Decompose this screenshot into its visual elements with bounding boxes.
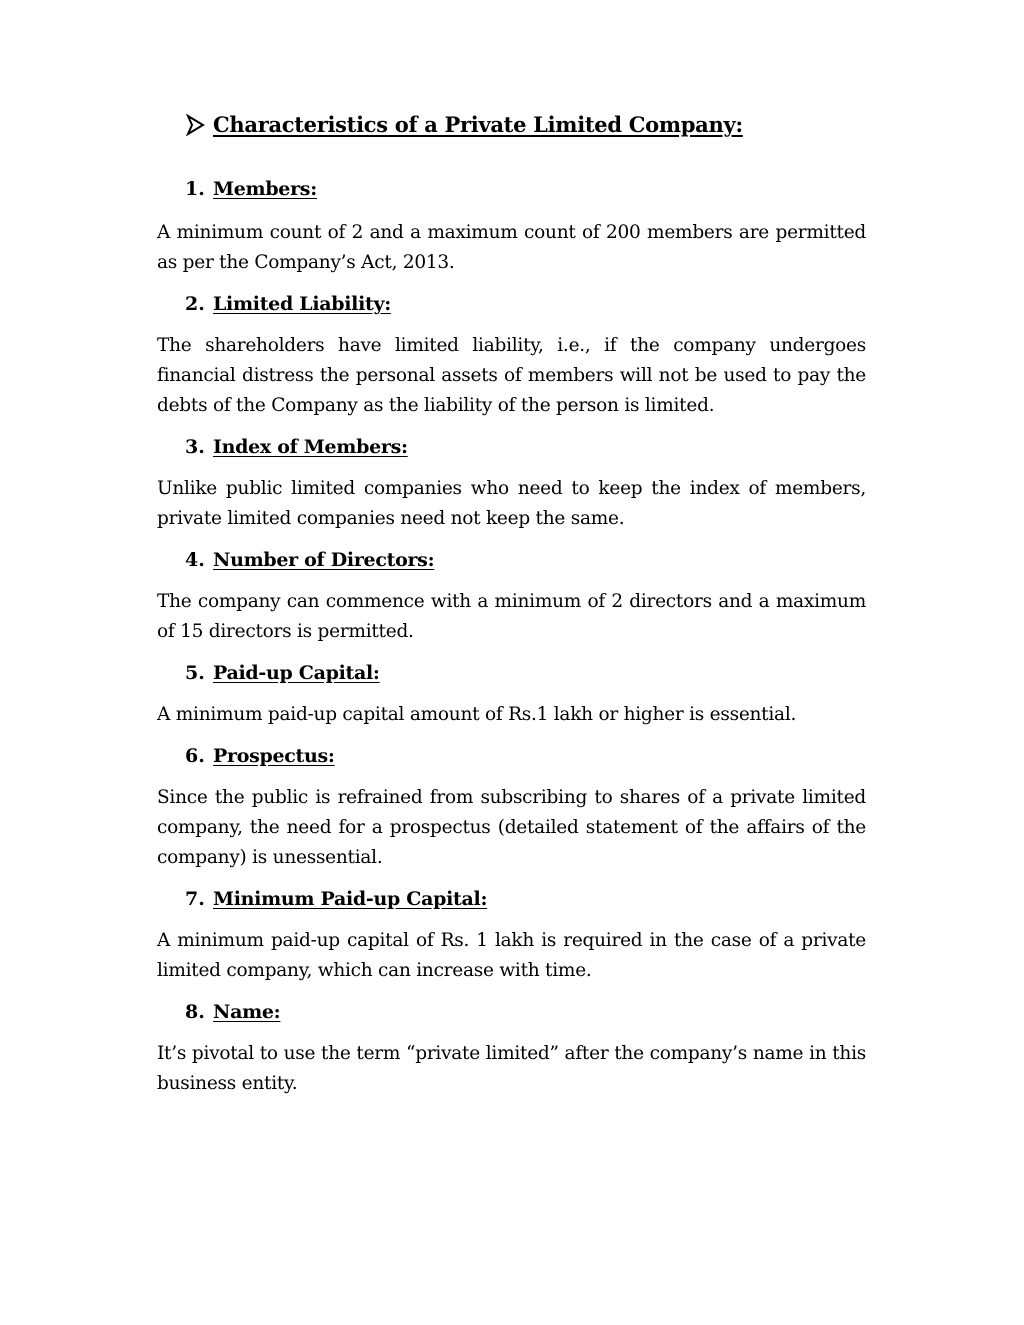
section-title: Index of Members: — [213, 436, 408, 458]
section-heading — [185, 289, 866, 319]
section-item — [157, 997, 866, 1099]
section-item — [157, 289, 866, 421]
section-heading — [185, 997, 866, 1027]
section-body: A minimum paid-up capital amount of Rs.1 lakh or higher is essential. — [157, 704, 797, 725]
section-heading — [185, 884, 866, 914]
document-title: Characteristics of a Private Limited Company: — [213, 112, 743, 137]
section-item — [157, 432, 866, 534]
section-heading — [185, 174, 866, 204]
section-number: 6. — [185, 745, 205, 767]
section-item — [157, 658, 866, 730]
sections-list — [157, 174, 866, 1110]
section-heading — [185, 741, 866, 771]
section-title: Minimum Paid-up Capital: — [213, 888, 488, 910]
section-body: Since the public is refrained from subscribing to shares of a private limited company, the need for a prospectus (detailed statement of the affairs of the company) is unessential. — [157, 787, 866, 868]
section-body: A minimum paid-up capital of Rs. 1 lakh is required in the case of a private limited company, which can increase with time. — [157, 930, 866, 981]
section-body: It’s pivotal to use the term “private limited” after the company’s name in this business entity. — [157, 1043, 866, 1094]
section-number: 2. — [185, 293, 205, 315]
section-number: 8. — [185, 1001, 205, 1023]
section-number: 5. — [185, 662, 205, 684]
section-title: Name: — [213, 1001, 281, 1023]
section-item — [157, 741, 866, 873]
section-title: Paid-up Capital: — [213, 662, 380, 684]
section-title: Limited Liability: — [213, 293, 391, 315]
section-item — [157, 884, 866, 986]
section-item — [157, 545, 866, 647]
section-title: Members: — [213, 178, 317, 200]
section-title: Prospectus: — [213, 745, 335, 767]
section-body: The company can commence with a minimum of 2 directors and a maximum of 15 directors is permitted. — [157, 591, 866, 642]
section-number: 3. — [185, 436, 205, 458]
section-body: The shareholders have limited liability, i.e., if the company undergoes financial distress the personal assets of members will not be used to pay the debts of the Company as the liability of the person is limited. — [157, 335, 866, 416]
section-number: 4. — [185, 549, 205, 571]
arrow-bullet-icon — [186, 114, 206, 136]
section-title: Number of Directors: — [213, 549, 435, 571]
document-title-row — [186, 112, 743, 137]
section-body: Unlike public limited companies who need to keep the index of members, private limited companies need not keep the same. — [157, 478, 866, 529]
section-number: 1. — [185, 178, 205, 200]
section-body: A minimum count of 2 and a maximum count of 200 members are permitted as per the Company’s Act, 2013. — [157, 222, 866, 273]
section-heading — [185, 545, 866, 575]
section-item — [157, 174, 866, 278]
section-heading — [185, 658, 866, 688]
section-number: 7. — [185, 888, 205, 910]
section-heading — [185, 432, 866, 462]
